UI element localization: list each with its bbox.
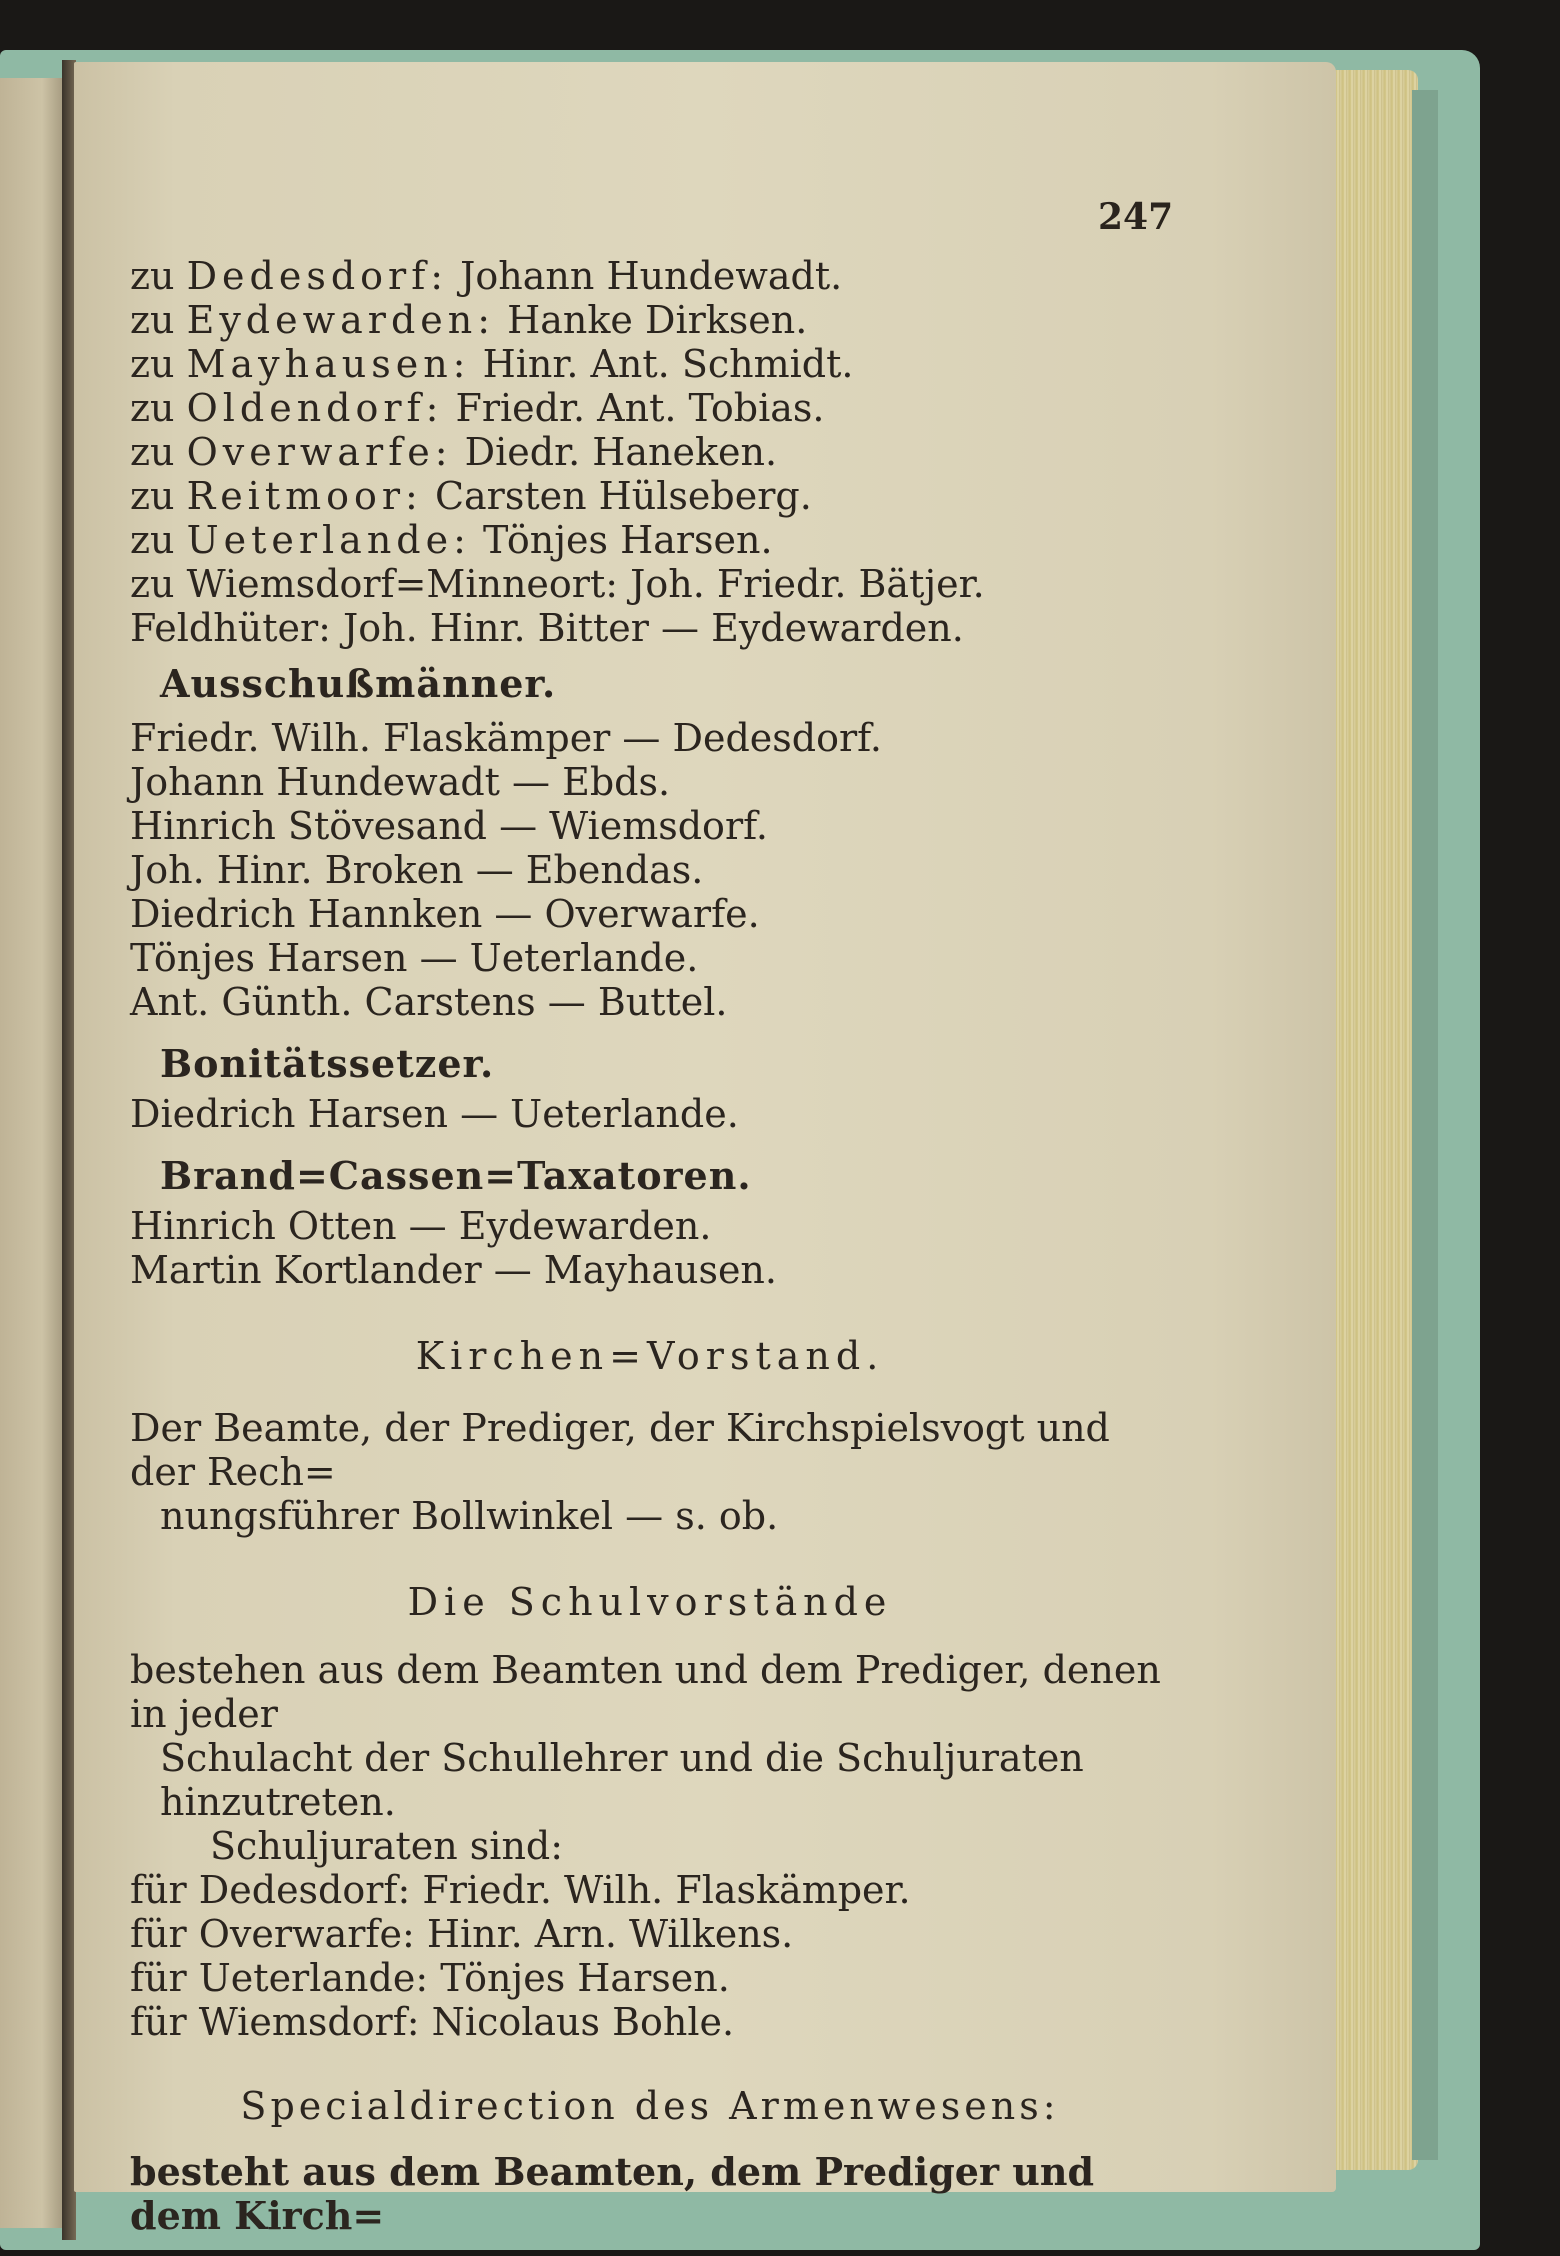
person: Joh. Friedr. Bätjer. (618, 562, 985, 606)
list-item: Joh. Hinr. Broken — Ebendas. (130, 848, 704, 892)
list-item: Ant. Günth. Carstens — Buttel. (130, 980, 728, 1024)
page-text (130, 254, 1170, 2238)
section-heading-ausschuss: Ausschußmänner. (160, 661, 557, 706)
place: Dedesdorf: (186, 254, 449, 298)
paragraph-line: nungsführer Bollwinkel — s. ob. (160, 1494, 779, 1538)
list-item: Diedrich Harsen — Ueterlande. (130, 1092, 739, 1136)
prefix: zu (130, 254, 187, 298)
place: Mayhausen: (186, 342, 471, 386)
paragraph-line: Schuljuraten sind: (210, 1824, 564, 1868)
list-item: Tönjes Harsen — Ueterlande. (130, 936, 699, 980)
place: Wiemsdorf=Minneort: (186, 562, 619, 606)
paragraph-line: Schulacht der Schullehrer und die Schuljuraten hinzutreten. (160, 1736, 1084, 1824)
prefix: zu (130, 342, 187, 386)
person: Tönjes Harsen. (470, 518, 773, 562)
list-item: für Wiemsdorf: Nicolaus Bohle. (130, 2000, 735, 2044)
local-officials-list (130, 254, 1170, 650)
list-item: Hinrich Otten — Eydewarden. (130, 1204, 712, 1248)
field-guard-line: Feldhüter: Joh. Hinr. Bitter — Eydewarden. (130, 606, 964, 650)
list-item (130, 342, 1170, 386)
person: Diedr. Haneken. (452, 430, 778, 474)
place: Eydewarden: (186, 298, 496, 342)
list-item: Martin Kortlander — Mayhausen. (130, 1248, 777, 1292)
list-item (130, 430, 1170, 474)
list-item (130, 474, 1170, 518)
schule-paragraph (130, 1648, 1170, 1868)
list-item: für Overwarfe: Hinr. Arn. Wilkens. (130, 1912, 794, 1956)
place: Reitmoor: (186, 474, 423, 518)
list-item (130, 518, 1170, 562)
person: Hanke Dirksen. (495, 298, 808, 342)
prefix: zu (130, 298, 187, 342)
bonitaet-list (130, 1092, 1170, 1136)
list-item: Friedr. Wilh. Flaskämper — Dedesdorf. (130, 716, 882, 760)
person: Hinr. Ant. Schmidt. (470, 342, 854, 386)
person: Friedr. Ant. Tobias. (443, 386, 825, 430)
paragraph-line: bestehen aus dem Beamten und dem Prediger, denen in jeder (130, 1648, 1161, 1736)
person: Carsten Hülseberg. (422, 474, 812, 518)
kirchen-paragraph (130, 1406, 1170, 1538)
list-item: Johann Hundewadt — Ebds. (130, 760, 671, 804)
place: Oldendorf: (186, 386, 444, 430)
section-heading-brand: Brand=Cassen=Taxatoren. (160, 1153, 752, 1198)
section-heading-kirchen: Kirchen=Vorstand. (415, 1334, 885, 1378)
paragraph-line: Der Beamte, der Prediger, der Kirchspielsvogt und der Rech= (130, 1406, 1110, 1494)
prefix: zu (130, 386, 187, 430)
list-item (130, 562, 1170, 606)
paragraph-line: besteht aus dem Beamten, dem Prediger und dem Kirch= (130, 2149, 1095, 2238)
prefix: zu (130, 430, 187, 474)
person: Johann Hundewadt. (448, 254, 843, 298)
schuljuraten-list (130, 1868, 1170, 2044)
section-heading-bonitaet: Bonitätssetzer. (160, 1041, 495, 1086)
list-item: Diedrich Hannken — Overwarfe. (130, 892, 760, 936)
prefix: zu (130, 518, 187, 562)
list-item: Hinrich Stövesand — Wiemsdorf. (130, 804, 768, 848)
section-heading-armen: Specialdirection des Armenwesens: (240, 2084, 1060, 2128)
ausschuss-list (130, 716, 1170, 1024)
cover-edge (1412, 90, 1438, 2160)
section-heading-schule: Die Schulvorstände (407, 1580, 893, 1624)
place: Ueterlande: (186, 518, 471, 562)
brand-list (130, 1204, 1170, 1292)
list-item: für Dedesdorf: Friedr. Wilh. Flaskämper. (130, 1868, 911, 1912)
left-page-edge (0, 78, 70, 2228)
list-item (130, 298, 1170, 342)
list-item: für Ueterlande: Tönjes Harsen. (130, 1956, 730, 2000)
page-edges (1326, 70, 1418, 2170)
prefix: zu (130, 474, 187, 518)
page-number: 247 (1098, 196, 1174, 238)
list-item (130, 254, 1170, 298)
prefix: zu (130, 562, 187, 606)
place: Overwarfe: (186, 430, 453, 474)
list-item (130, 386, 1170, 430)
